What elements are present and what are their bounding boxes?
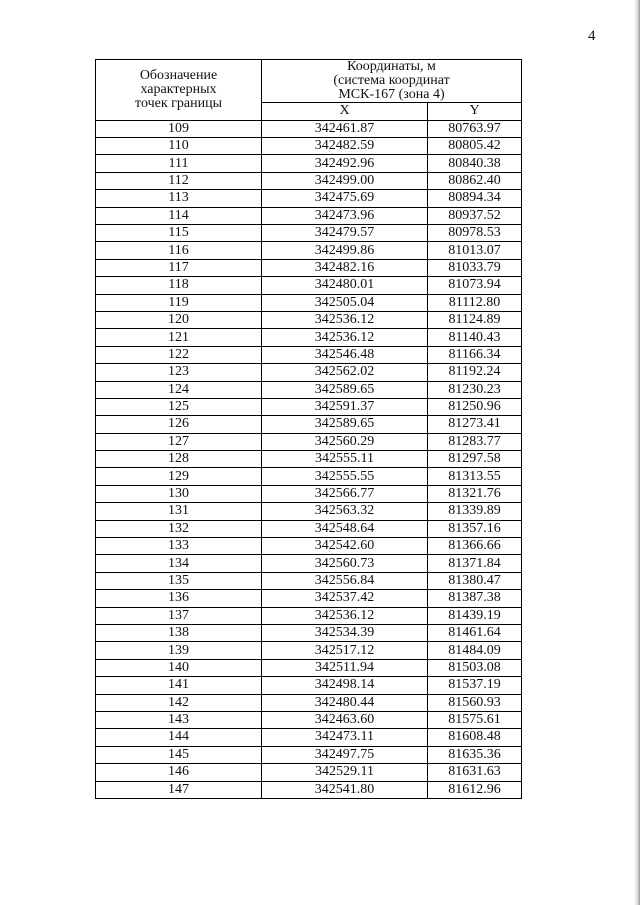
page-number: 4 [588,28,596,44]
table-row [96,538,522,555]
point-id-cell: 129 [96,468,262,485]
coordinates-table [95,59,522,799]
x-coordinate-cell: 342473.11 [262,729,428,746]
y-coordinate-cell: 80805.42 [428,138,522,155]
y-coordinate-cell: 81503.08 [428,659,522,676]
y-coordinate-cell: 81560.93 [428,694,522,711]
y-coordinate-cell: 81140.43 [428,329,522,346]
x-coordinate-cell: 342511.94 [262,659,428,676]
point-id-cell: 127 [96,433,262,450]
point-id-cell: 116 [96,242,262,259]
point-id-cell: 131 [96,503,262,520]
point-id-cell: 126 [96,416,262,433]
y-coordinate-cell: 81461.64 [428,625,522,642]
point-id-cell: 137 [96,607,262,624]
y-coordinate-cell: 80894.34 [428,190,522,207]
point-id-cell: 130 [96,485,262,502]
x-coordinate-cell: 342480.44 [262,694,428,711]
point-id-cell: 114 [96,207,262,224]
y-coordinate-cell: 81439.19 [428,607,522,624]
table-row [96,225,522,242]
table-row [96,242,522,259]
x-coordinate-cell: 342536.12 [262,311,428,328]
x-coordinate-cell: 342562.02 [262,364,428,381]
scan-edge-shadow [634,0,640,905]
point-id-cell: 111 [96,155,262,172]
point-id-cell: 132 [96,520,262,537]
points-header-line-3: точек границы [135,95,222,111]
x-coordinate-cell: 342461.87 [262,120,428,137]
point-id-cell: 140 [96,659,262,676]
y-coordinate-cell: 81230.23 [428,381,522,398]
table-row [96,451,522,468]
y-coordinate-cell: 81380.47 [428,572,522,589]
point-id-cell: 141 [96,677,262,694]
table-row [96,346,522,363]
y-coordinate-cell: 81387.38 [428,590,522,607]
table-row [96,277,522,294]
table-row [96,485,522,502]
point-id-cell: 128 [96,451,262,468]
table-row [96,259,522,276]
x-coordinate-cell: 342566.77 [262,485,428,502]
x-coordinate-cell: 342517.12 [262,642,428,659]
table-row [96,468,522,485]
y-coordinate-cell: 81357.16 [428,520,522,537]
table-row [96,642,522,659]
table-row [96,172,522,189]
point-id-cell: 112 [96,172,262,189]
y-column-header: Y [428,103,522,120]
point-id-cell: 146 [96,764,262,781]
x-coordinate-cell: 342591.37 [262,398,428,415]
x-coordinate-cell: 342492.96 [262,155,428,172]
x-column-header: X [262,103,428,120]
point-id-cell: 109 [96,120,262,137]
x-coordinate-cell: 342546.48 [262,346,428,363]
x-coordinate-cell: 342556.84 [262,572,428,589]
points-header [96,60,262,121]
coordinates-header-line-3: МСК-167 (зона 4) [338,87,445,103]
y-coordinate-cell: 81612.96 [428,781,522,798]
coordinates-header-line-1: Координаты, м [347,59,436,74]
x-coordinate-cell: 342480.01 [262,277,428,294]
x-coordinate-cell: 342498.14 [262,677,428,694]
table-row [96,572,522,589]
points-header-line-1: Обозначение [139,67,218,83]
y-coordinate-cell: 81166.34 [428,346,522,363]
coordinates-header-line-2: (система координат [333,73,450,89]
table-row [96,381,522,398]
coordinates-header [262,60,522,103]
x-coordinate-cell: 342473.96 [262,207,428,224]
y-coordinate-cell: 80937.52 [428,207,522,224]
table-row [96,711,522,728]
point-id-cell: 121 [96,329,262,346]
y-coordinate-cell: 81283.77 [428,433,522,450]
y-coordinate-cell: 81575.61 [428,711,522,728]
table-row [96,607,522,624]
x-coordinate-cell: 342536.12 [262,329,428,346]
y-coordinate-cell: 81073.94 [428,277,522,294]
y-coordinate-cell: 81273.41 [428,416,522,433]
point-id-cell: 119 [96,294,262,311]
point-id-cell: 118 [96,277,262,294]
point-id-cell: 147 [96,781,262,798]
points-header-line-2: характерных [140,81,217,97]
point-id-cell: 134 [96,555,262,572]
x-coordinate-cell: 342563.32 [262,503,428,520]
x-coordinate-cell: 342482.16 [262,259,428,276]
point-id-cell: 115 [96,225,262,242]
y-coordinate-cell: 81608.48 [428,729,522,746]
y-coordinate-cell: 81635.36 [428,746,522,763]
table-row [96,294,522,311]
table-row [96,520,522,537]
point-id-cell: 110 [96,138,262,155]
x-coordinate-cell: 342505.04 [262,294,428,311]
x-coordinate-cell: 342479.57 [262,225,428,242]
table-row [96,781,522,798]
y-coordinate-cell: 80978.53 [428,225,522,242]
table-row [96,120,522,137]
table-row [96,625,522,642]
coordinates-rows [96,120,522,798]
x-coordinate-cell: 342555.55 [262,468,428,485]
table-row [96,764,522,781]
point-id-cell: 133 [96,538,262,555]
x-coordinate-cell: 342536.12 [262,607,428,624]
y-coordinate-cell: 81321.76 [428,485,522,502]
y-coordinate-cell: 81339.89 [428,503,522,520]
table-row [96,729,522,746]
table-row [96,190,522,207]
table-row [96,311,522,328]
y-coordinate-cell: 81313.55 [428,468,522,485]
point-id-cell: 144 [96,729,262,746]
y-coordinate-cell: 81297.58 [428,451,522,468]
x-coordinate-cell: 342499.00 [262,172,428,189]
y-coordinate-cell: 81192.24 [428,364,522,381]
table-row [96,329,522,346]
y-coordinate-cell: 81631.63 [428,764,522,781]
x-coordinate-cell: 342548.64 [262,520,428,537]
table-row [96,590,522,607]
point-id-cell: 145 [96,746,262,763]
y-coordinate-cell: 81537.19 [428,677,522,694]
x-coordinate-cell: 342555.11 [262,451,428,468]
x-coordinate-cell: 342534.39 [262,625,428,642]
point-id-cell: 136 [96,590,262,607]
table-row [96,138,522,155]
y-coordinate-cell: 80862.40 [428,172,522,189]
x-coordinate-cell: 342589.65 [262,416,428,433]
table-row [96,416,522,433]
table-row [96,555,522,572]
x-coordinate-cell: 342497.75 [262,746,428,763]
table-row [96,364,522,381]
table-row [96,155,522,172]
table-row [96,433,522,450]
table-row [96,677,522,694]
point-id-cell: 143 [96,711,262,728]
table-row [96,746,522,763]
table-row [96,398,522,415]
point-id-cell: 142 [96,694,262,711]
x-coordinate-cell: 342482.59 [262,138,428,155]
x-coordinate-cell: 342463.60 [262,711,428,728]
y-coordinate-cell: 81366.66 [428,538,522,555]
point-id-cell: 139 [96,642,262,659]
point-id-cell: 113 [96,190,262,207]
y-coordinate-cell: 81033.79 [428,259,522,276]
y-coordinate-cell: 81371.84 [428,555,522,572]
point-id-cell: 120 [96,311,262,328]
x-coordinate-cell: 342475.69 [262,190,428,207]
table-row [96,694,522,711]
x-coordinate-cell: 342537.42 [262,590,428,607]
x-coordinate-cell: 342560.29 [262,433,428,450]
x-coordinate-cell: 342541.80 [262,781,428,798]
table-row [96,207,522,224]
point-id-cell: 125 [96,398,262,415]
y-coordinate-cell: 81124.89 [428,311,522,328]
table-row [96,659,522,676]
point-id-cell: 135 [96,572,262,589]
point-id-cell: 124 [96,381,262,398]
point-id-cell: 123 [96,364,262,381]
x-coordinate-cell: 342542.60 [262,538,428,555]
y-coordinate-cell: 81250.96 [428,398,522,415]
x-coordinate-cell: 342529.11 [262,764,428,781]
y-coordinate-cell: 81484.09 [428,642,522,659]
y-coordinate-cell: 80763.97 [428,120,522,137]
table-row [96,503,522,520]
point-id-cell: 138 [96,625,262,642]
x-coordinate-cell: 342499.86 [262,242,428,259]
y-coordinate-cell: 80840.38 [428,155,522,172]
point-id-cell: 122 [96,346,262,363]
y-coordinate-cell: 81112.80 [428,294,522,311]
point-id-cell: 117 [96,259,262,276]
y-coordinate-cell: 81013.07 [428,242,522,259]
x-coordinate-cell: 342560.73 [262,555,428,572]
x-coordinate-cell: 342589.65 [262,381,428,398]
